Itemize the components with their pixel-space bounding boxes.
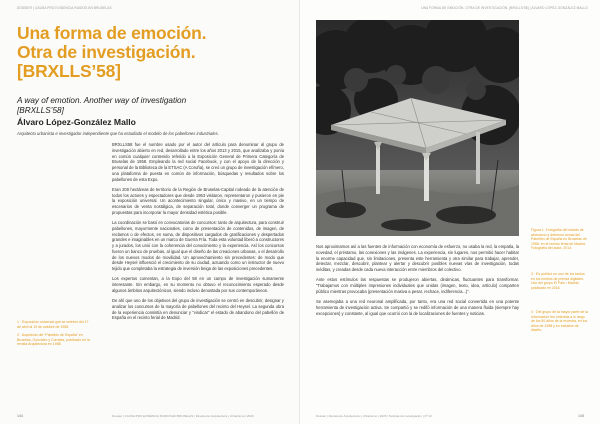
body-paragraph: BRXLLS58 fue el nombre usado por el autor del artículo para denominar al grupo de investigación abierto en red, desarrollado entre los años 2013 y 2015, que analizaba y ponía en común cualquier contenido referido a la Exposición General de Primera Categoría de Bruselas de 1958. Empleando la red social Facebook, y con el apoyo de la dirección y personal de la Biblioteca de la ETSAC (A Coruña), se creó un grupo de investigación efímero, una plataforma de puesta en común de información, búsquedas y resultados sobre los pabellones de esta Expo. (112, 142, 284, 182)
body-paragraph: Nos aproximamos así a las fuentes de información con economía de esfuerzo, no usaba la red, la empatía, la novedad, el préstamo, las conexiones y las imágenes. La experiencia, sin lugares, nos permitió hacer habitar la enorme capacidad que, sin limitaciones, presenta este herramienta y otra similar para trabajar, aprender, detectar, mezclar, descubrir, plantear y alertar y descubrir posibles nuevas vías de investigación, todas inéditas, y creadas desde cada nueva interacción entre miembros del colectivo. (316, 244, 519, 272)
author-name: Álvaro López-González Mallo (17, 117, 136, 127)
footnote: 2 · Arquitecto del “Pabellón de España” en Bruselas, Gonzalez y Corrales, publicado en la revista Arquitectura en 1958. (17, 333, 90, 347)
page-footer: Dossier | CAUSA PRO EVIDENCIA RUIDOS EN BRUSELAS | Revista de Arquitectura y Urbanismo | 2020 (112, 414, 254, 418)
body-paragraph: Se asemejaba a una red neuronal amplificada, por tanto, era una red social convertida en una potente herramienta de investigación activa. Se compartió y se redifó información de una manera fluida (siempre hay excepciones) y constante, al igual que ocurrió con la de localizaciones de fuentes y noticias. (316, 299, 519, 316)
running-head: UNA FORMA DE EMOCIÓN. OTRA DE INVESTIGACIÓN. [BRXLLS’58] | ÁLVARO LÓPEZ-GONZÁLEZ MALLO (421, 6, 588, 10)
figure-caption: Figura 1. Fotografía del estado de abandono y deterioro actual del Pabellón de España en Bruselas de 1958, en el recinto ferial de Madrid. Fotografía del autor, 2014. (531, 228, 587, 251)
title-line: [BRXLLS’58] (17, 61, 121, 81)
body-paragraph: Ante estos estímulos las respuestas se produjeron abiertas, dinámicas, fluctuantes para transformar. “Trabajamos con múltiples impresiones individuales que unidas (imagen, texto, idea, artículo) comparten público mientras provocaba (presentación masiva a pesar, rechace, indiferencia...)”. (316, 277, 519, 294)
body-paragraph: Eran 200 hectáreas de territorio de la Región de Bruselas-Capital rodeado de la atención de todos los actores y espectadores que desde 1953 visitaron, representaron y pusieron en pie la exposición universal. Un acontecimiento singular, único y masivo, en un tiempo de escenarios de venta nostálgica, de separación total, donde converger un programa de propuestas para incorporar la mayor densidad estética posible. (112, 186, 284, 215)
ruined-pavilion-image (316, 20, 519, 236)
page-number: 145 (578, 414, 584, 418)
body-paragraph: De ahí que uno de los objetivos del grupo de investigación se centró en descubrir, designar y analizar los concursos de la mayoría de pabellones del recinto del Heysel. La segunda obra de la experiencia consistía en denunciar y “vindicar” el estado de abandono del pabellón de España en el recinto ferial de Madrid. (112, 298, 284, 321)
footnote: 4 · Del grupo de la mayor parte de la información fue obtenida a lo largo de los 50 años de la muestra, en los años de 1958 y en estudios de diseño. (531, 310, 589, 333)
title-line: Una forma de emoción. (17, 23, 207, 43)
body-paragraph: La coordinación se basó en convocatorias de concursos: tanto de arquitectura, para construir pabellones, mayormente nacionales, como de presentación de contenidos, de imagen, de reclamos o de efectos, en suma, de dispositivos cargados de gratificaciones y despertados grandes e imaginables en un marco de Guerra Fría. Toda esta voluntad liberó a constructores y a jurados, los unió con la coherencia del conocimiento y la experiencia. Así los concursos fueron un banco de pruebas, al igual que el diseño de las creaciones urbanas, o el desarrollo de los nuevos modos de movilidad. Un aprovechamiento sin precedentes: de modo que desde Heysel influenció el crecimiento de su ciudad, actuando como un instructor de nuevo tejido que completaba la estrategia de inversión beiga de las exposiciones precedentes. (112, 220, 284, 271)
subtitle-line: A way of emotion. Another way of investigation (17, 96, 187, 105)
pavilion-photograph (316, 20, 519, 236)
side-notes (17, 320, 92, 351)
body-column (112, 142, 284, 326)
author-affiliation: Arquitecto urbanista e investigador independiente que ha estudiado el modelo de los pabellones industriales. (17, 131, 219, 136)
page-number: 144 (17, 414, 23, 418)
article-subtitle (17, 96, 277, 116)
right-body-column (316, 244, 519, 321)
subtitle-line: [BRXLLS’58] (17, 106, 64, 115)
body-paragraph: Los expertos comentan, a la Expo del 58 en un campo de investigación sumamente interesante. Sin embargo, en su momento no obtuvo el reconocimiento esperado desde algunos ámbitos arquitectónicos, siendo incluso denostada por sus contemporáneos. (112, 276, 284, 293)
page-footer: Dossier | Revista de Arquitectura y Urbanismo | 2020 | Noticias de investigación | Nº 10 (316, 414, 432, 418)
article-title (17, 24, 277, 81)
title-line: Otra de investigación. (17, 42, 196, 62)
running-head: DOSSIER | CAUSA PRO EVIDENCIA RUIDOS EN BRUSELAS (17, 6, 112, 10)
footnote: 1 · Exposición universal que se celebró del 17 de abril al 19 de octubre de 1958. (17, 320, 89, 329)
footnote: 3 · Es publicó en uno de los tantos en los medios de prensa digitales. Uso del grupo El País / Madrid, publicado en 2016. (531, 272, 585, 290)
